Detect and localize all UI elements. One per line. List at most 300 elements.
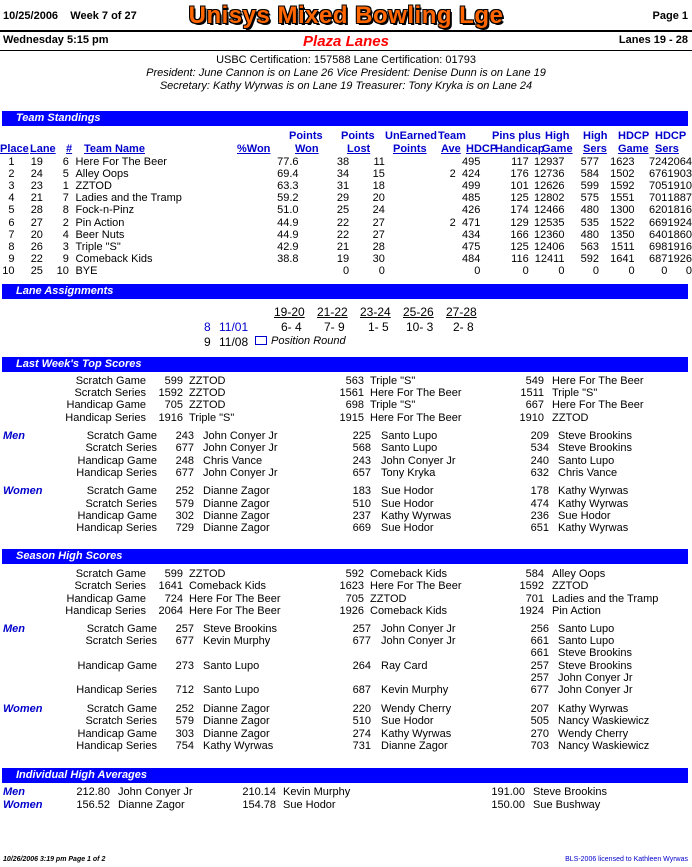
score-name-2: Dianne Zagor xyxy=(381,740,448,752)
table-cell: 166 xyxy=(510,228,529,241)
table-cell: 4 xyxy=(62,228,69,241)
table-cell: 485 xyxy=(461,192,481,205)
score-label: Handicap Series xyxy=(65,412,146,424)
score-value-3: 256 xyxy=(530,623,549,635)
table-cell: 640 xyxy=(649,228,668,241)
position-round xyxy=(255,335,346,347)
table-cell: 59.2 xyxy=(277,192,299,205)
score-value-1: 302 xyxy=(175,510,194,522)
table-cell: 12535 xyxy=(533,216,565,229)
section-last-week: Last Week's Top Scores xyxy=(2,357,688,372)
score-name-3b: Steve Brookins xyxy=(558,647,632,659)
table-cell: 0 xyxy=(628,264,635,277)
score-name-3: Santo Lupo xyxy=(558,455,615,467)
officers-line-1: President: June Cannon is on Lane 26 Vice President: Denise Dunn is on Lane 19 xyxy=(146,67,546,79)
score-name-2: Kevin Murphy xyxy=(381,684,449,696)
table-cell: 0 xyxy=(558,264,565,277)
score-name-3: Here For The Beer xyxy=(552,375,644,387)
table-cell: 12736 xyxy=(533,168,565,181)
table-cell: 2 xyxy=(8,168,15,181)
score-name-2: Tony Kryka xyxy=(381,467,436,479)
day-time: Wednesday 5:15 pm xyxy=(3,34,109,46)
lanes-range: Lanes 19 - 28 xyxy=(618,34,688,46)
table-cell: 4 xyxy=(8,192,15,205)
score-value-3: 584 xyxy=(525,568,544,580)
score-value-1: 724 xyxy=(164,593,183,605)
score-name-3: Kathy Wyrwas xyxy=(558,498,629,510)
score-label: Handicap Game xyxy=(77,728,157,740)
score-name-1: John Conyer Jr xyxy=(203,430,278,442)
average-bn: Kevin Murphy xyxy=(283,786,351,798)
score-name-1: Chris Vance xyxy=(203,455,263,467)
score-value-3: 651 xyxy=(530,522,549,534)
table-cell: 25 xyxy=(30,264,43,277)
score-name-1: Dianne Zagor xyxy=(203,522,270,534)
table-cell: 1623 xyxy=(610,156,635,169)
score-name-3: Steve Brookins xyxy=(558,442,632,454)
score-value-1: 1592 xyxy=(158,387,183,399)
table-cell: 724 xyxy=(649,156,668,169)
men-label: Men xyxy=(3,623,25,635)
score-label: Scratch Series xyxy=(85,442,157,454)
score-label: Scratch Game xyxy=(75,568,146,580)
score-label: Scratch Series xyxy=(74,580,146,592)
score-value-2: 1915 xyxy=(339,412,364,424)
table-cell: 1816 xyxy=(667,204,692,217)
table-cell: 1502 xyxy=(610,168,635,181)
score-value-3: 1924 xyxy=(519,605,544,617)
score-value-2: 592 xyxy=(345,568,364,580)
score-value-2: 264 xyxy=(352,660,371,672)
score-value-2: 1561 xyxy=(339,387,364,399)
score-name-3: Nancy Waskiewicz xyxy=(558,740,650,752)
score-value-3: 667 xyxy=(525,399,544,411)
score-name-2: Triple "S" xyxy=(370,375,416,387)
table-cell: 29 xyxy=(336,192,350,205)
score-value-2: 1926 xyxy=(339,605,364,617)
score-name-1: Santo Lupo xyxy=(203,660,260,672)
score-value-2: 657 xyxy=(352,467,371,479)
score-name-1: Dianne Zagor xyxy=(203,510,270,522)
score-name-3: ZZTOD xyxy=(552,580,589,592)
table-cell: 475 xyxy=(461,240,481,253)
score-name-1: Kathy Wyrwas xyxy=(203,740,274,752)
score-value-2: 510 xyxy=(352,498,371,510)
score-name-2: Sue Hodor xyxy=(381,522,434,534)
score-label: Scratch Series xyxy=(85,715,157,727)
score-value-3: 1511 xyxy=(520,387,544,399)
table-cell: 27 xyxy=(372,228,385,241)
table-cell: 9 xyxy=(8,252,15,265)
table-cell: 563 xyxy=(580,240,599,253)
table-cell xyxy=(252,265,298,277)
table-cell: 2064 xyxy=(667,156,692,169)
footer-license: BLS-2006 licensed to Kathleen Wyrwas xyxy=(565,856,688,863)
venue-name: Plaza Lanes xyxy=(303,33,389,50)
table-cell: 12466 xyxy=(533,204,565,217)
table-cell xyxy=(386,229,456,241)
table-cell: 7 xyxy=(8,228,15,241)
week-8-pair-5: 2- 8 xyxy=(453,320,474,334)
average-a: 156.52 xyxy=(76,799,110,811)
table-cell: 0 xyxy=(522,264,529,277)
table-cell: 27 xyxy=(30,216,43,229)
report-week: Week 7 of 27 xyxy=(70,10,137,22)
score-name-2: John Conyer Jr xyxy=(381,635,456,647)
score-label: Handicap Game xyxy=(77,510,157,522)
table-row xyxy=(0,229,692,241)
table-cell: 1910 xyxy=(667,180,692,193)
table-cell: 69.4 xyxy=(277,168,299,181)
score-value-3: 270 xyxy=(530,728,549,740)
table-row xyxy=(0,180,692,192)
score-label: Handicap Series xyxy=(65,605,146,617)
table-cell xyxy=(386,180,456,192)
table-cell: 1522 xyxy=(610,216,635,229)
score-name-2: Sue Hodor xyxy=(381,715,434,727)
score-value-2: 274 xyxy=(352,728,371,740)
table-cell: 1926 xyxy=(667,252,692,265)
table-row xyxy=(0,156,692,168)
section-averages: Individual High Averages xyxy=(2,768,688,783)
score-value-3: 1910 xyxy=(519,412,544,424)
table-cell: 701 xyxy=(649,192,668,205)
score-name-2: Santo Lupo xyxy=(381,442,438,454)
table-cell: 22 xyxy=(336,216,350,229)
table-cell: 669 xyxy=(649,216,668,229)
table-cell: 12626 xyxy=(533,180,565,193)
table-cell: 687 xyxy=(649,252,668,265)
table-cell xyxy=(386,253,456,265)
score-value-1: 1916 xyxy=(158,412,183,424)
table-cell: 499 xyxy=(461,180,481,193)
score-name-3: Nancy Waskiewicz xyxy=(558,715,650,727)
table-cell: 19 xyxy=(336,252,350,265)
women-label: Women xyxy=(3,485,43,497)
table-cell: 129 xyxy=(510,216,529,229)
score-value-1: 252 xyxy=(175,485,194,497)
score-name-3: Ladies and the Tramp xyxy=(552,593,659,605)
table-cell xyxy=(386,156,456,168)
score-label: Scratch Game xyxy=(86,703,157,715)
score-value-2: 257 xyxy=(352,623,371,635)
table-cell: 0 xyxy=(474,264,481,277)
score-value-1: 754 xyxy=(175,740,194,752)
score-name-2: Triple "S" xyxy=(370,399,416,411)
score-value-1: 705 xyxy=(164,399,183,411)
score-name-1: Steve Brookins xyxy=(203,623,277,635)
score-value-1: 273 xyxy=(175,660,194,672)
table-cell: 5 xyxy=(8,204,15,217)
score-name-1: Dianne Zagor xyxy=(203,703,270,715)
table-row xyxy=(0,241,692,253)
lane-pair-5: 27-28 xyxy=(446,305,477,319)
table-cell: Here For The Beer xyxy=(75,156,167,169)
table-cell: 0 xyxy=(378,264,385,277)
table-cell: 6 xyxy=(62,156,69,169)
score-value-2: 220 xyxy=(352,703,371,715)
score-value-2: 237 xyxy=(352,510,371,522)
score-name-2: Santo Lupo xyxy=(381,430,438,442)
score-value-3b: 257 xyxy=(530,672,549,684)
table-cell: 24 xyxy=(30,168,43,181)
table-cell: 426 xyxy=(461,204,481,217)
week-8-date: 11/01 xyxy=(219,320,249,334)
table-cell: 12360 xyxy=(533,228,565,241)
score-name-3: Alley Oops xyxy=(552,568,606,580)
table-cell: 424 xyxy=(461,168,481,181)
score-name-2: Ray Card xyxy=(381,660,428,672)
table-row xyxy=(0,216,692,228)
score-value-2: 677 xyxy=(352,635,371,647)
women-label: Women xyxy=(3,799,43,811)
table-cell: 3 xyxy=(62,240,69,253)
score-name-3: Here For The Beer xyxy=(552,399,644,411)
table-cell: 24 xyxy=(372,204,385,217)
table-cell: 19 xyxy=(30,156,43,169)
score-name-3: Steve Brookins xyxy=(558,430,632,442)
table-cell: 20 xyxy=(372,192,385,205)
score-name-1: Here For The Beer xyxy=(189,605,281,617)
table-cell: 174 xyxy=(510,204,529,217)
score-value-1: 677 xyxy=(175,467,194,479)
score-value-2: 705 xyxy=(345,593,364,605)
table-cell: 471 xyxy=(461,216,481,229)
average-a: 212.80 xyxy=(76,786,110,798)
score-value-3: 677 xyxy=(530,684,549,696)
score-name-3: Steve Brookins xyxy=(558,660,632,672)
score-name-2: Kathy Wyrwas xyxy=(381,728,452,740)
score-label: Scratch Game xyxy=(86,430,157,442)
score-value-1: 599 xyxy=(164,568,183,580)
score-name-2: John Conyer Jr xyxy=(381,455,456,467)
table-cell: Ladies and the Tramp xyxy=(75,192,182,205)
table-cell: 176 xyxy=(510,168,529,181)
score-label: Handicap Series xyxy=(76,522,157,534)
week-9-number: 9 xyxy=(204,335,211,349)
score-name-3: Santo Lupo xyxy=(558,635,615,647)
score-value-1: 677 xyxy=(175,635,194,647)
table-cell: 38 xyxy=(336,156,350,169)
table-cell: 676 xyxy=(649,168,668,181)
score-label: Handicap Series xyxy=(76,467,157,479)
table-cell: 12937 xyxy=(533,156,565,169)
league-title: Unisys Mixed Bowling Lge xyxy=(188,2,504,29)
page-number: Page 1 xyxy=(652,10,688,22)
table-cell: 480 xyxy=(580,204,599,217)
table-cell: 18 xyxy=(372,180,385,193)
score-name-2: Kathy Wyrwas xyxy=(381,510,452,522)
table-cell: 484 xyxy=(461,252,481,265)
score-name-2: Here For The Beer xyxy=(370,412,462,424)
table-cell: 698 xyxy=(649,240,668,253)
table-cell: 12802 xyxy=(533,192,565,205)
score-name-1: Dianne Zagor xyxy=(203,728,270,740)
table-cell: 3 xyxy=(8,180,15,193)
position-round-label: Position Round xyxy=(271,335,346,347)
score-value-3: 632 xyxy=(530,467,549,479)
score-name-1: Comeback Kids xyxy=(189,580,267,592)
table-cell: 2 xyxy=(449,168,456,181)
score-value-2: 225 xyxy=(352,430,371,442)
average-c: 150.00 xyxy=(491,799,525,811)
table-cell: 26 xyxy=(30,240,43,253)
score-name-3: Triple "S" xyxy=(552,387,598,399)
section-lane-assignments: Lane Assignments xyxy=(2,284,688,299)
table-cell: ZZTOD xyxy=(75,180,112,193)
table-cell xyxy=(386,204,456,216)
average-b: 210.14 xyxy=(242,786,276,798)
table-cell: 1592 xyxy=(610,180,635,193)
table-cell: 30 xyxy=(372,252,385,265)
score-name-3: Kathy Wyrwas xyxy=(558,522,629,534)
table-cell: 23 xyxy=(30,180,43,193)
table-cell: 42.9 xyxy=(277,240,299,253)
table-cell: 9 xyxy=(62,252,69,265)
table-cell xyxy=(386,241,456,253)
week-8-number: 8 xyxy=(204,320,211,334)
score-value-1: 303 xyxy=(175,728,194,740)
table-cell: 8 xyxy=(62,204,69,217)
table-cell: 12406 xyxy=(533,240,565,253)
table-cell: 21 xyxy=(30,192,43,205)
table-cell: 1641 xyxy=(610,252,635,265)
score-value-3: 474 xyxy=(530,498,549,510)
table-cell: 599 xyxy=(580,180,599,193)
table-cell: 11 xyxy=(373,156,385,169)
average-cn: Sue Bushway xyxy=(533,799,601,811)
score-value-3: 240 xyxy=(530,455,549,467)
score-name-3: Sue Hodor xyxy=(558,510,611,522)
table-cell: 8 xyxy=(8,240,15,253)
table-cell: 495 xyxy=(461,156,481,169)
score-value-3: 661 xyxy=(530,635,549,647)
score-value-3: 701 xyxy=(525,593,544,605)
table-cell: 1903 xyxy=(667,168,692,181)
table-cell: 34 xyxy=(336,168,350,181)
section-season-high: Season High Scores xyxy=(2,549,688,564)
table-cell: Fock-n-Pinz xyxy=(75,204,135,217)
score-name-2: Comeback Kids xyxy=(370,568,448,580)
score-label: Scratch Game xyxy=(86,485,157,497)
score-value-3: 257 xyxy=(530,660,549,672)
table-cell: 51.0 xyxy=(277,204,299,217)
table-cell: 0 xyxy=(342,264,350,277)
score-value-1: 248 xyxy=(175,455,194,467)
score-value-2: 183 xyxy=(352,485,371,497)
score-label: Handicap Game xyxy=(77,455,157,467)
table-row xyxy=(0,168,692,180)
table-cell: Comeback Kids xyxy=(75,252,153,265)
table-cell: 705 xyxy=(649,180,668,193)
table-cell: 620 xyxy=(649,204,668,217)
certification: USBC Certification: 157588 Lane Certification: 01793 xyxy=(216,54,476,66)
table-cell: 22 xyxy=(336,228,350,241)
score-name-2: John Conyer Jr xyxy=(381,623,456,635)
table-cell: Alley Oops xyxy=(75,168,129,181)
score-value-1: 729 xyxy=(175,522,194,534)
score-label: Scratch Series xyxy=(85,635,157,647)
score-name-3: ZZTOD xyxy=(552,412,589,424)
score-value-3: 549 xyxy=(525,375,544,387)
score-name-1: Dianne Zagor xyxy=(203,715,270,727)
score-value-2: 698 xyxy=(345,399,364,411)
score-value-1: 579 xyxy=(175,715,194,727)
table-cell: 25 xyxy=(336,204,350,217)
score-name-3: Chris Vance xyxy=(558,467,618,479)
table-cell: 1916 xyxy=(667,240,692,253)
table-cell: 0 xyxy=(592,264,599,277)
table-cell: 1924 xyxy=(667,216,692,229)
score-name-3: John Conyer Jr xyxy=(558,684,633,696)
table-cell: 1350 xyxy=(610,228,635,241)
average-an: Dianne Zagor xyxy=(118,799,185,811)
score-value-3: 1592 xyxy=(519,580,544,592)
score-value-3: 178 xyxy=(530,485,549,497)
score-value-1: 712 xyxy=(175,684,194,696)
table-row xyxy=(0,265,692,277)
lane-pair-2: 21-22 xyxy=(317,305,348,319)
table-cell: 117 xyxy=(511,156,529,169)
score-value-1: 599 xyxy=(164,375,183,387)
table-cell: 480 xyxy=(580,228,599,241)
men-label: Men xyxy=(3,430,25,442)
score-name-2: Here For The Beer xyxy=(370,580,462,592)
score-name-3: Kathy Wyrwas xyxy=(558,703,629,715)
table-cell: 0 xyxy=(661,264,668,277)
score-name-2: Sue Hodor xyxy=(381,498,434,510)
score-name-1: Dianne Zagor xyxy=(203,498,270,510)
table-cell: 27 xyxy=(372,216,385,229)
table-row xyxy=(0,192,692,204)
standings-table xyxy=(0,156,692,277)
week-8-pair-2: 7- 9 xyxy=(324,320,345,334)
table-cell: 20 xyxy=(30,228,43,241)
score-value-3: 534 xyxy=(530,442,549,454)
score-value-2: 731 xyxy=(352,740,371,752)
table-cell: 2 xyxy=(449,216,456,229)
table-cell: 434 xyxy=(461,228,481,241)
table-cell: 15 xyxy=(372,168,385,181)
table-cell: 38.8 xyxy=(277,252,299,265)
score-label: Scratch Series xyxy=(74,387,146,399)
table-cell: 10 xyxy=(2,264,15,277)
table-cell: 575 xyxy=(580,192,599,205)
week-8-pair-4: 10- 3 xyxy=(406,320,434,334)
score-name-1: ZZTOD xyxy=(189,387,226,399)
table-cell: Triple "S" xyxy=(75,240,121,253)
score-name-3: Santo Lupo xyxy=(558,623,615,635)
table-cell: 44.9 xyxy=(277,216,299,229)
average-c: 191.00 xyxy=(491,786,525,798)
week-8-pair-1: 6- 4 xyxy=(281,320,302,334)
score-name-3: Kathy Wyrwas xyxy=(558,485,629,497)
score-name-1: John Conyer Jr xyxy=(203,442,278,454)
table-cell: 12411 xyxy=(534,252,565,265)
table-cell: 63.3 xyxy=(277,180,299,193)
score-value-3: 236 xyxy=(530,510,549,522)
week-9-date: 11/08 xyxy=(219,335,249,349)
score-value-2: 243 xyxy=(352,455,371,467)
score-name-2: Sue Hodor xyxy=(381,485,434,497)
header-rule-2 xyxy=(0,50,692,51)
table-cell: 21 xyxy=(336,240,350,253)
footer-timestamp: 10/26/2006 3:19 pm Page 1 of 2 xyxy=(3,856,106,863)
table-cell: 577 xyxy=(580,156,599,169)
score-value-1: 252 xyxy=(175,703,194,715)
average-bn: Sue Hodor xyxy=(283,799,336,811)
score-name-1: Kevin Murphy xyxy=(203,635,271,647)
